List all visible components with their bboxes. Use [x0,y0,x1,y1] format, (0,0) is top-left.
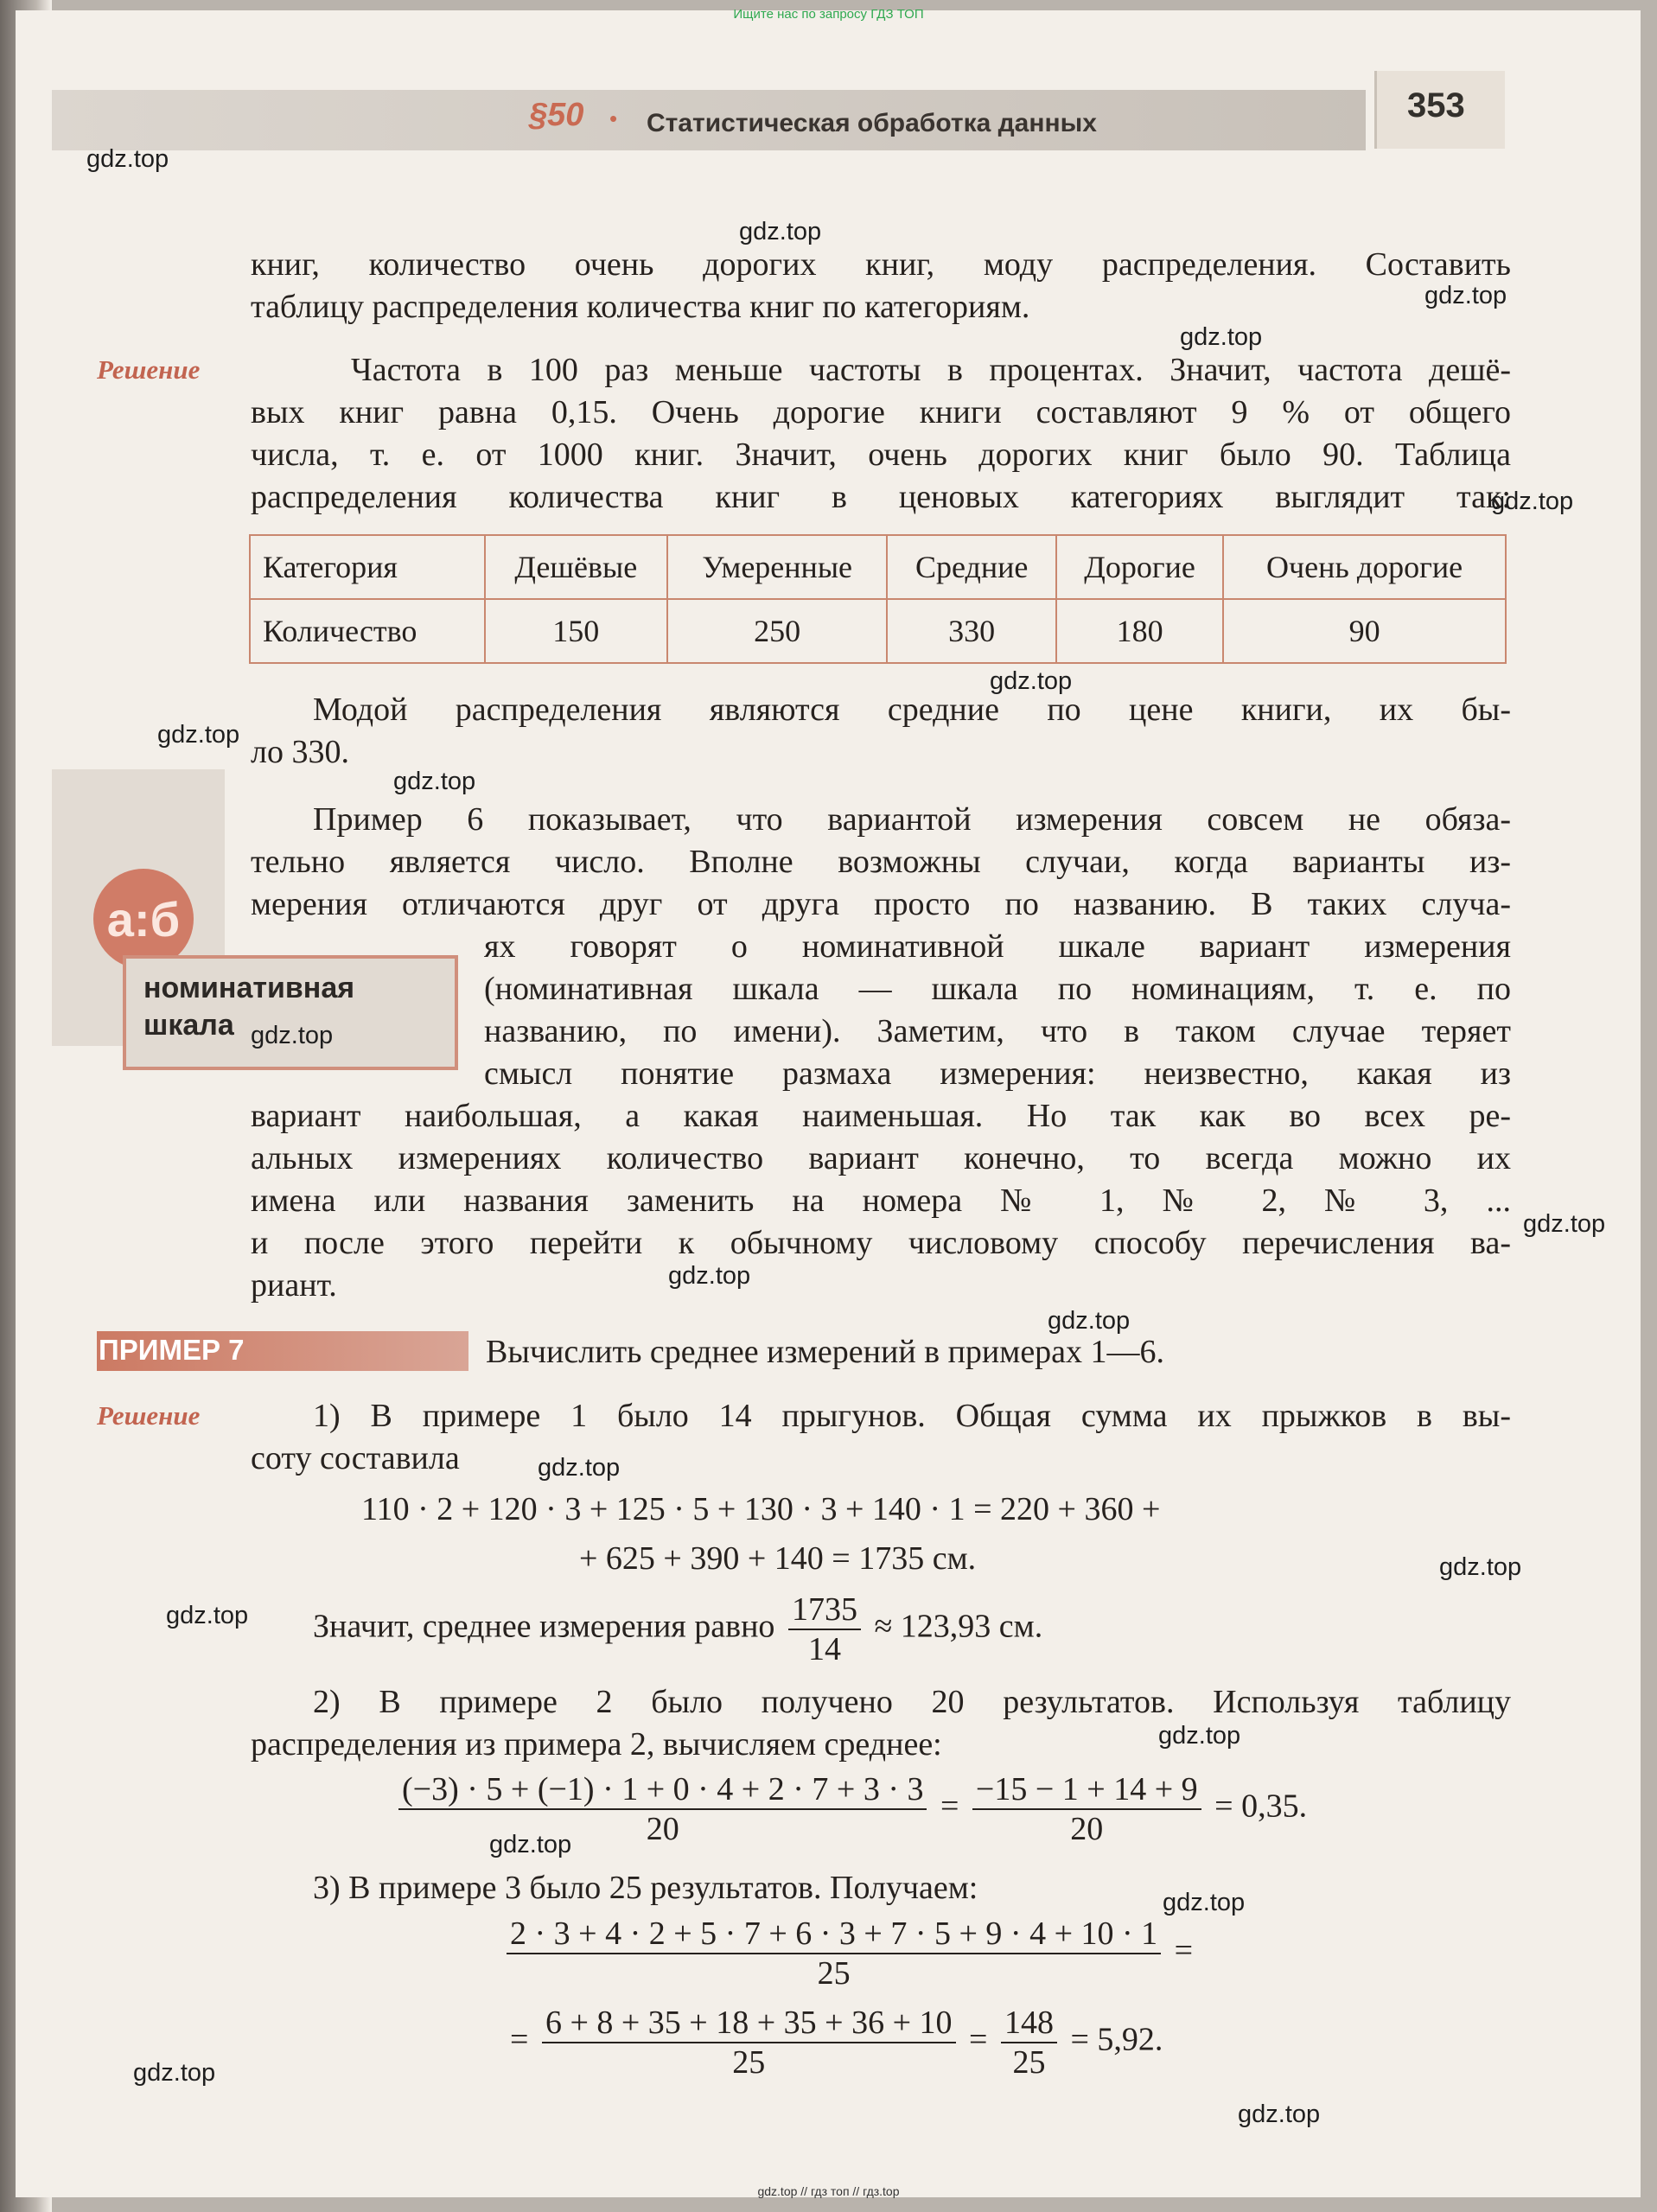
table-header-row [250,535,1506,599]
section-number: §50 [529,97,584,133]
text-line: (номинативная шкала — шкала по номинациям, т. е. по [484,971,1511,1007]
text-line: ло 330. [251,734,349,770]
text-line: вариант наибольшая, а какая наименьшая. Но так как во всех ре- [251,1098,1511,1134]
watermark[interactable]: gdz.top [489,1831,572,1858]
text-line: 1) В примере 1 было 14 прыгунов. Общая сумма их прыжков в вы- [313,1398,1511,1434]
text-line: числа, т. е. от 1000 книг. Значит, очень дорогих книг было 90. Таблица [251,437,1511,473]
mean1-suffix: ≈ 123,93 см. [874,1608,1043,1645]
text-line: соту составила [251,1440,460,1476]
text-line: и после этого перейти к обычному числовому способу перечисления ва- [251,1225,1511,1261]
nominative-paragraph-end [251,1095,1511,1307]
watermark[interactable]: gdz.top [157,721,240,749]
mean3-result: = 5,92. [1070,2021,1163,2058]
fraction [788,1590,861,1668]
watermark[interactable]: gdz.top [251,1022,334,1049]
equals-sign: = [1174,1932,1194,1969]
watermark[interactable]: gdz.top [1180,323,1263,351]
nominative-paragraph-cont [251,841,1511,926]
watermark[interactable]: gdz.top [166,1602,249,1629]
text-line: мерения отличаются друг от друга просто по названию. В таких случа- [251,886,1511,922]
numerator: −15 − 1 + 14 + 9 [972,1770,1201,1810]
watermark[interactable]: gdz.top [1158,1722,1241,1750]
table-cell: Умеренные [667,535,887,599]
watermark[interactable]: gdz.top [668,1262,751,1290]
numerator: (−3) · 5 + (−1) · 1 + 0 · 4 + 2 · 7 + 3 · 3 [398,1770,927,1810]
denominator: 25 [817,1955,851,1992]
equals-sign: = [969,2021,988,2058]
text-line: смысл понятие размаха измерения: неизвестно, какая из [484,1055,1511,1092]
numerator: 2 · 3 + 4 · 2 + 5 · 7 + 6 · 3 + 7 · 5 + 9 · 4 + 10 · 1 [507,1915,1161,1954]
example-task [486,1331,1511,1374]
page-number: 353 [1407,86,1465,124]
numerator: 6 + 8 + 35 + 18 + 35 + 36 + 10 [542,2004,956,2043]
solution-label: Решение [97,354,201,385]
fraction [972,1770,1201,1848]
solution2-p2 [313,1681,1511,1724]
numerator: 148 [1001,2004,1057,2043]
text-line: тельно является число. Вполне возможны случаи, когда варианты из- [251,844,1511,880]
header-bullet: • [609,105,618,131]
equals-sign: = [510,2021,529,2058]
text-line: 3) В примере 3 было 25 результатов. Получаем: [313,1870,978,1906]
watermark[interactable]: gdz.top [86,145,169,173]
text-line: Частота в 100 раз меньше частоты в процентах. Значит, частота дешё- [351,352,1511,388]
watermark[interactable]: gdz.top [1523,1210,1606,1238]
formula-sum-line1: 110 · 2 + 120 · 3 + 125 · 5 + 130 · 3 + 140 · 1 = 220 + 360 + [361,1491,1161,1527]
fraction [1001,2004,1057,2081]
watermark[interactable]: gdz.top [133,2059,216,2087]
definition-icon: а:б [93,869,194,969]
mean2-result: = 0,35. [1214,1788,1308,1825]
text-line: распределения количества книг в ценовых категориях выглядит так: [251,479,1511,515]
table-cell: Дорогие [1056,535,1223,599]
table-cell: 90 [1223,599,1506,663]
watermark[interactable]: gdz.top [1048,1307,1131,1335]
text-line: таблицу распределения количества книг по категориям. [251,289,1030,325]
table-cell: Средние [887,535,1056,599]
text-line: Пример 6 показывает, что вариантой измерения совсем не обяза- [313,801,1511,838]
denominator: 14 [807,1631,841,1667]
text-line: альных измерениях количество вариант конечно, то всегда можно их [251,1140,1511,1176]
mean3-formula-line1 [501,1915,1193,1992]
text-line: имена или названия заменить на номера № 1, № 2, № 3, ... [251,1182,1511,1219]
table-cell: 250 [667,599,887,663]
table-cell: 150 [485,599,667,663]
text-line: ях говорят о номинативной шкале вариант измерения [484,928,1511,965]
solution2-p2-cont [251,1724,1511,1766]
fraction [398,1770,927,1848]
distribution-table [249,534,1507,664]
bottom-footer-note[interactable]: gdz.top // гдз топ // гдз.top [757,2184,900,2198]
watermark[interactable]: gdz.top [990,667,1073,695]
table-cell: Дешёвые [485,535,667,599]
mean1-prefix: Значит, среднее измерения равно [313,1608,775,1645]
watermark[interactable]: gdz.top [1439,1553,1522,1581]
nominative-paragraph [251,799,1511,841]
denominator: 20 [646,1811,679,1847]
text-line: распределения из примера 2, вычисляем среднее: [251,1726,942,1763]
mean3-formula-line2 [510,2004,1163,2081]
formula-sum-line2: + 625 + 390 + 140 = 1735 см. [579,1540,977,1577]
text-line: названию, по имени). Заметим, что в таком случае теряет [484,1013,1511,1049]
equals-sign: = [940,1788,959,1825]
numerator: 1735 [788,1590,861,1630]
text-line: риант. [251,1267,337,1304]
solution2-p1-cont [251,1437,1511,1480]
term-line: номинативная [143,972,355,1004]
solution-label-2: Решение [97,1400,201,1431]
table-cell: Очень дорогие [1223,535,1506,599]
denominator: 25 [1012,2044,1046,2081]
solution2-p1 [313,1395,1511,1437]
intro-paragraph [251,244,1511,328]
mode-paragraph [251,689,1511,731]
watermark[interactable]: gdz.top [1491,488,1574,515]
watermark[interactable]: gdz.top [739,218,822,245]
watermark[interactable]: gdz.top [1238,2100,1321,2128]
table-row [250,599,1506,663]
example-label: ПРИМЕР 7 [99,1334,245,1366]
watermark[interactable]: gdz.top [1163,1889,1246,1916]
nominative-paragraph-narrow [484,926,1511,1095]
mean1-formula [313,1590,1042,1668]
table-cell: 330 [887,599,1056,663]
table-cell: Количество [250,599,485,663]
solution-paragraph [351,349,1511,392]
solution-paragraph-cont [251,392,1511,519]
solution2-p3 [313,1867,1511,1909]
term-line: шкала [143,1009,234,1042]
section-title: Статистическая обработка данных [647,109,1097,137]
watermark[interactable]: gdz.top [1424,282,1507,309]
denominator: 20 [1070,1811,1104,1847]
text-line: книг, количество очень дорогих книг, моду распределения. Составить [251,246,1511,283]
text-line: Модой распределения являются средние по цене книги, их бы- [313,692,1511,728]
top-search-note[interactable]: Ищите нас по запросу ГДЗ ТОП [733,7,924,22]
table-cell: 180 [1056,599,1223,663]
watermark[interactable]: gdz.top [393,768,476,795]
fraction [542,2004,956,2081]
fraction [507,1915,1161,1992]
table-cell: Категория [250,535,485,599]
watermark[interactable]: gdz.top [538,1454,621,1482]
text-line: вых книг равна 0,15. Очень дорогие книги составляют 9 % от общего [251,394,1511,430]
denominator: 25 [732,2044,766,2081]
text-line: Вычислить среднее измерений в примерах 1—6. [486,1334,1165,1370]
text-line: 2) В примере 2 было получено 20 результатов. Используя таблицу [313,1684,1511,1720]
